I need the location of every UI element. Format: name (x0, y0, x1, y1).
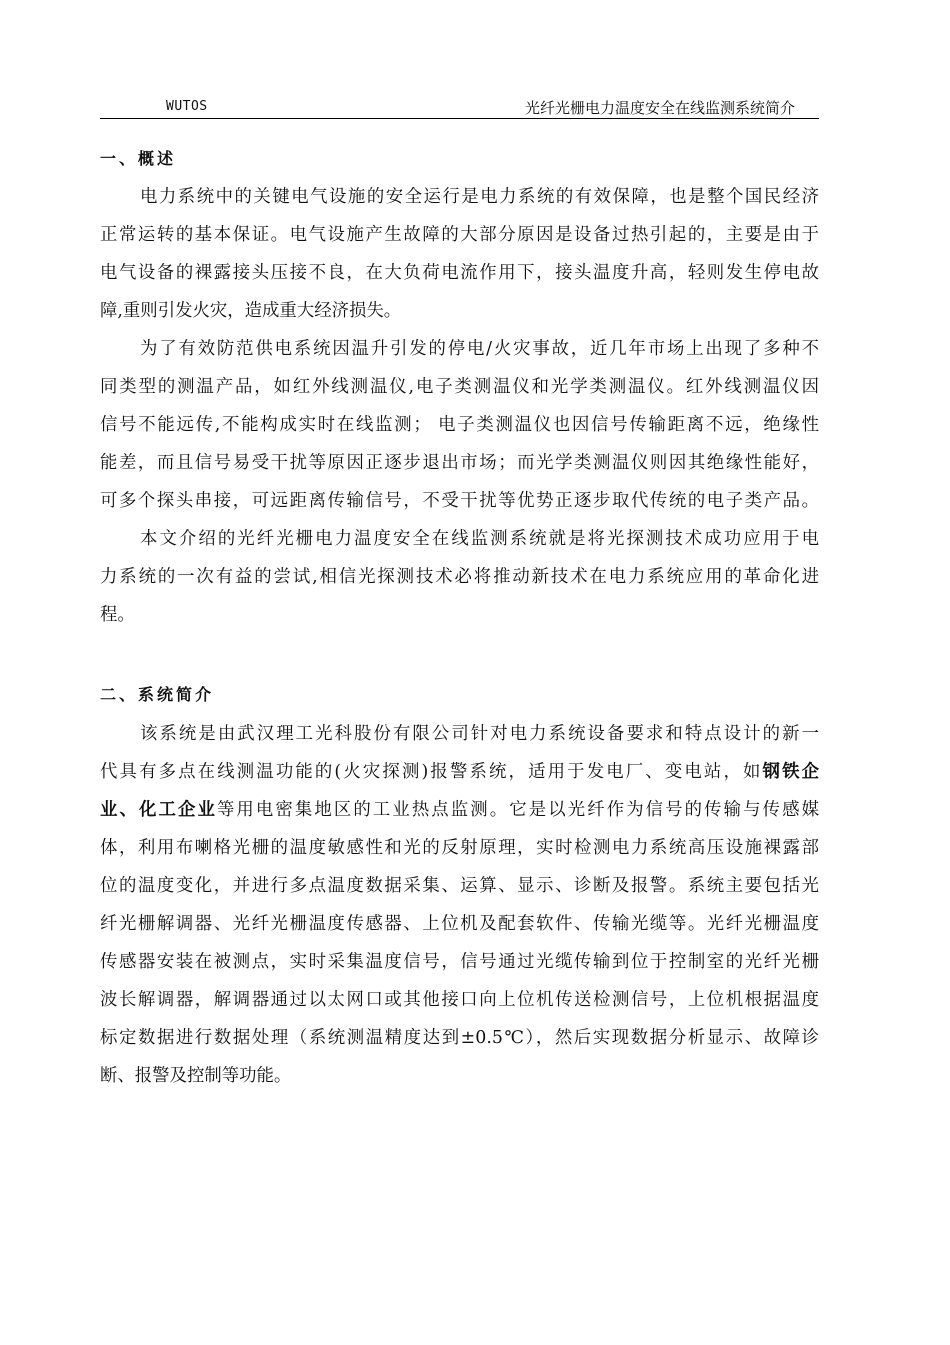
section1-line: 电力系统中的关键电气设施的安全运行是电力系统的有效保障，也是整个国民经济 (140, 187, 819, 207)
section1-line: 力系统的一次有益的尝试,相信光探测技术必将推动新技术在电力系统应用的革命化进 (100, 567, 819, 587)
section1-line: 信号不能远传,不能构成实时在线监测； 电子类测温仪也因信号传输距离不远，绝缘性 (100, 415, 819, 435)
section1-line: 障,重则引发火灾，造成重大经济损失。 (100, 301, 402, 321)
section2-line: 断、报警及控制等功能。 (100, 1066, 292, 1086)
section2-line: 标定数据进行数据处理（系统测温精度达到±0.5℃），然后实现数据分析显示、故障诊 (100, 1028, 819, 1048)
section2-line: 位的温度变化，并进行多点温度数据采集、运算、显示、诊断及报警。系统主要包括光 (100, 876, 819, 896)
section1-line: 为了有效防范供电系统因温升引发的停电/火灾事故，近几年市场上出现了多种不 (140, 339, 819, 359)
section2-heading: 二、系统简介 (100, 685, 215, 704)
section2-line: 该系统是由武汉理工光科股份有限公司针对电力系统设备要求和特点设计的新一 (140, 724, 819, 744)
section1-line: 电气设备的裸露接头压接不良，在大负荷电流作用下，接头温度升高，轻则发生停电故 (100, 263, 819, 283)
page-header (100, 96, 819, 119)
section2-line (100, 791, 819, 829)
section1-line: 能差，而且信号易受干扰等原因正逐步退出市场；而光学类测温仪则因其绝缘性能好， (100, 453, 819, 473)
section1-line: 本文介绍的光纤光栅电力温度安全在线监测系统就是将光探测技术成功应用于电 (140, 529, 819, 549)
section2-line-text: 代具有多点在线测温功能的(火灾探测)报警系统，适用于发电厂、变电站，如 (100, 762, 763, 782)
section2-line-text: 等用电密集地区的工业热点监测。它是以光纤作为信号的传输与传感媒 (216, 800, 819, 820)
section1-line: 可多个探头串接，可远距离传输信号，不受干扰等优势正逐步取代传统的电子类产品。 (100, 491, 819, 511)
section1-line: 正常运转的基本保证。电气设施产生故障的大部分原因是设备过热引起的，主要是由于 (100, 225, 819, 245)
section1-line: 程。 (100, 605, 135, 625)
section2-line (100, 753, 819, 791)
section2-line: 体，利用布喇格光栅的温度敏感性和光的反射原理，实时检测电力系统高压设施裸露部 (100, 838, 819, 858)
section2-line: 波长解调器，解调器通过以太网口或其他接口向上位机传送检测信号，上位机根据温度 (100, 990, 819, 1010)
emphasis-steel-enterprise: 钢铁企 (762, 762, 819, 782)
section2-line: 传感器安装在被测点，实时采集温度信号，信号通过光缆传输到位于控制室的光纤光栅 (100, 952, 819, 972)
emphasis-chemical-enterprise: 业、化工企业 (100, 800, 217, 820)
section1-line: 同类型的测温产品，如红外线测温仪,电子类测温仪和光学类测温仪。红外线测温仪因 (100, 377, 819, 397)
section1-heading: 一、概述 (100, 149, 177, 168)
section2-line: 纤光栅解调器、光纤光栅温度传感器、上位机及配套软件、传输光缆等。光纤光栅温度 (100, 914, 819, 934)
header-logo-text: WUTOS (166, 99, 208, 114)
header-document-title: 光纤光栅电力温度安全在线监测系统简介 (524, 99, 795, 117)
